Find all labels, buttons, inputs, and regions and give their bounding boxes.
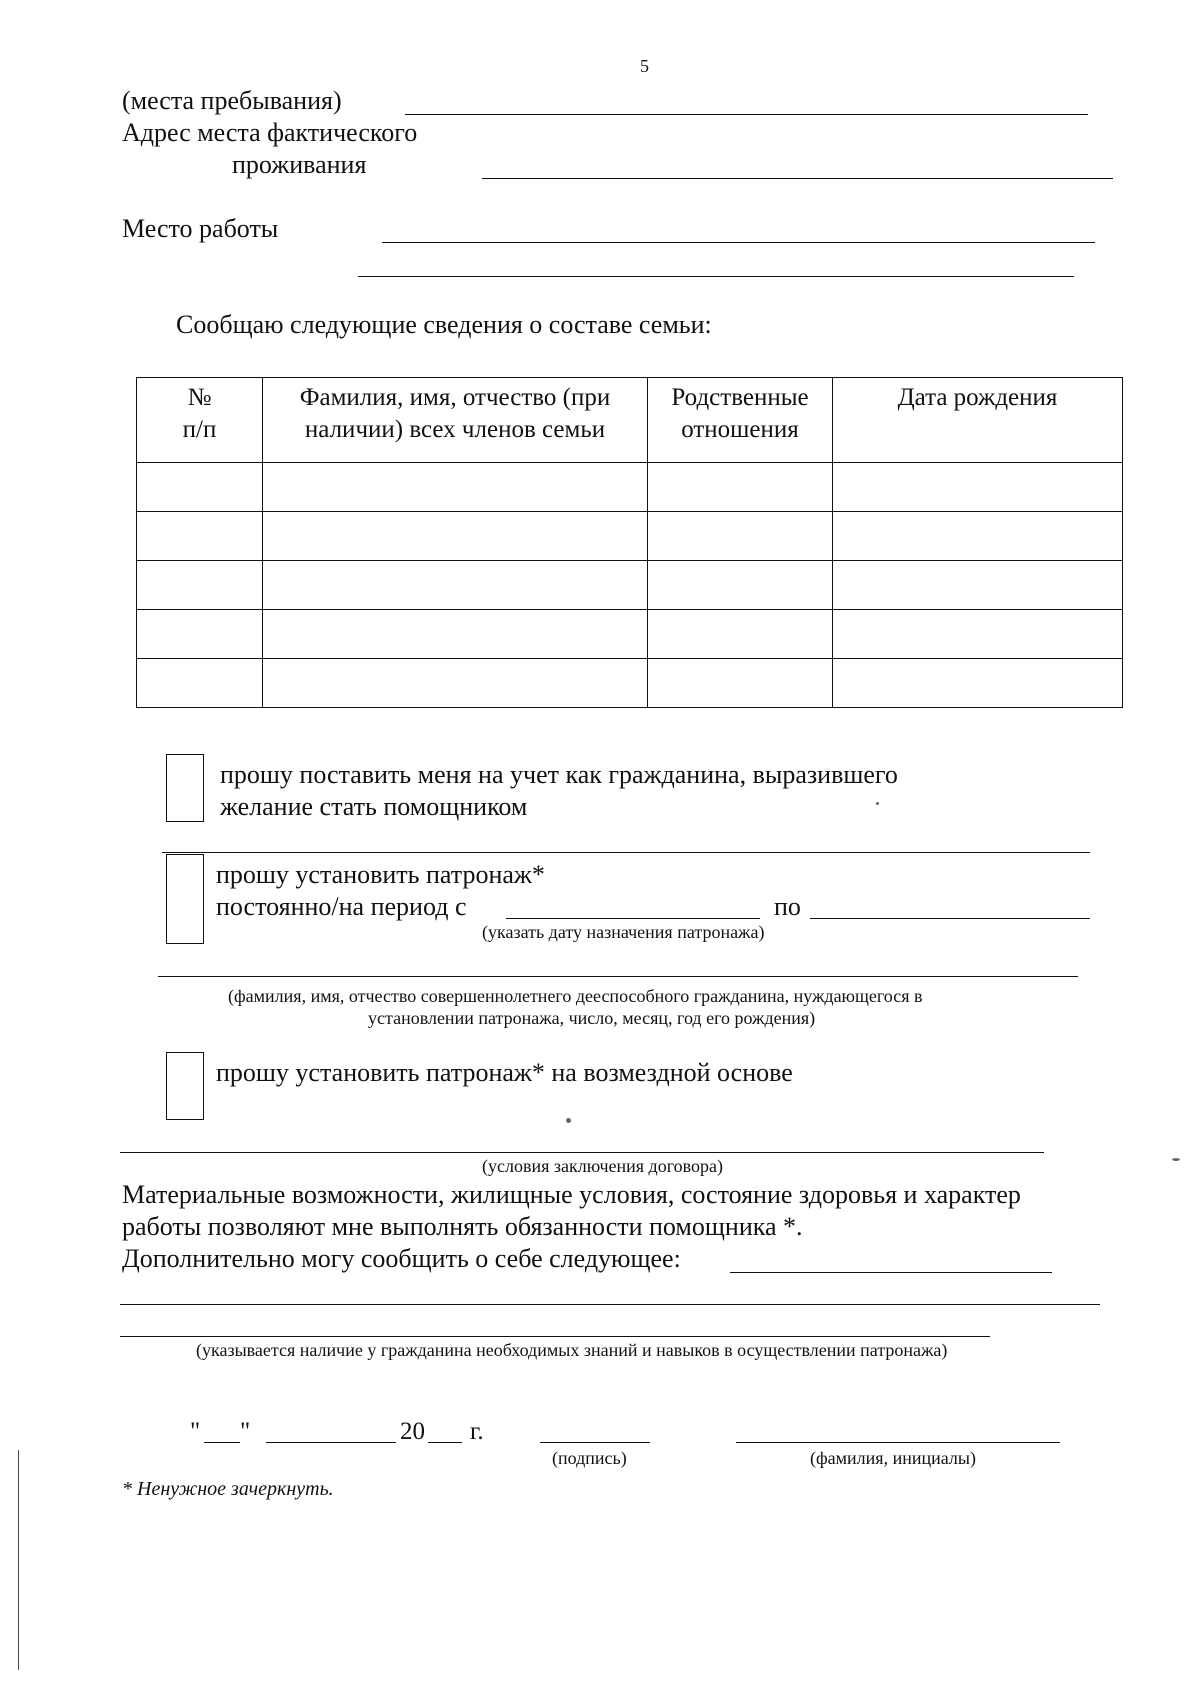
cell-dob[interactable] [833,561,1123,610]
declaration-line3: Дополнительно могу сообщить о себе следующее: [122,1244,681,1273]
name-initials-hint: (фамилия, инициалы) [810,1448,976,1468]
contract-line[interactable] [120,1152,1044,1153]
date-quote-close: " [240,1418,251,1445]
cell-name[interactable] [263,512,648,561]
month-line[interactable] [266,1442,396,1443]
header-num-line1: № [187,384,212,411]
footnote: * Ненужное зачеркнуть. [122,1478,334,1500]
work-line-1[interactable] [382,242,1095,243]
cell-name[interactable] [263,659,648,708]
header-num [137,378,263,463]
declaration-line2: работы позволяют мне выполнять обязанности помощника *. [122,1212,803,1241]
cell-name[interactable] [263,610,648,659]
option1-text-line2: желание стать помощником [220,792,528,821]
cell-dob[interactable] [833,610,1123,659]
header-rel-line1: Родственные [671,384,809,411]
year-prefix: 20 [400,1418,425,1445]
header-name [263,378,648,463]
day-line[interactable] [204,1442,240,1443]
name-initials-line[interactable] [736,1442,1060,1443]
family-table [136,377,1123,708]
scan-speck [1172,1158,1180,1161]
cell-dob[interactable] [833,659,1123,708]
option3-text: прошу установить патронаж* на возмездной основе [216,1058,793,1087]
cell-dob[interactable] [833,463,1123,512]
header-dob-text: Дата рождения [897,384,1058,411]
period-from-line[interactable] [506,918,760,919]
table-row [137,659,1123,708]
checkbox-paid-patronage[interactable] [166,1052,204,1120]
person-line[interactable] [158,976,1078,977]
cell-relation[interactable] [648,463,833,512]
scan-margin-line [18,1450,19,1670]
page-number: 5 [640,56,649,76]
family-intro: Сообщаю следующие сведения о составе семьи: [176,310,712,339]
additional-info-line-3[interactable] [120,1336,990,1337]
table-row [137,463,1123,512]
cell-name[interactable] [263,561,648,610]
actual-address-label-1: Адрес места фактического [122,118,418,147]
header-name-line1: Фамилия, имя, отчество (при [299,384,611,411]
scan-speck [566,1118,571,1123]
cell-dob[interactable] [833,512,1123,561]
family-table-header [137,378,1123,463]
table-row [137,512,1123,561]
header-name-line2: наличии) всех членов семьи [304,416,606,443]
cell-num[interactable] [137,659,263,708]
option1-separator [162,852,1090,853]
header-dob [833,378,1123,463]
date-quote-open: " [190,1418,201,1445]
work-line-2[interactable] [358,276,1074,277]
header-relation [648,378,833,463]
signature-line[interactable] [540,1442,650,1443]
header-rel-line2: отношения [681,416,799,443]
checkbox-register-as-helper[interactable] [166,754,204,822]
year-suffix: г. [470,1418,484,1445]
skills-hint: (указывается наличие у гражданина необходимых знаний и навыков в осуществлении патронажа) [196,1340,948,1360]
cell-relation[interactable] [648,561,833,610]
cell-relation[interactable] [648,512,833,561]
cell-name[interactable] [263,463,648,512]
contract-hint: (условия заключения договора) [482,1156,724,1176]
option2-text-line1: прошу установить патронаж* [216,860,545,889]
checkbox-set-patronage[interactable] [166,854,204,944]
scan-speck [876,802,879,805]
cell-num[interactable] [137,610,263,659]
actual-address-label-2: проживания [232,150,367,179]
option2-period-po: по [774,892,801,921]
period-to-line[interactable] [810,918,1090,919]
cell-num[interactable] [137,561,263,610]
date-hint: (указать дату назначения патронажа) [482,922,765,942]
year-line[interactable] [428,1442,462,1443]
cell-relation[interactable] [648,610,833,659]
additional-info-line-1[interactable] [730,1272,1052,1273]
stay-address-line[interactable] [405,114,1088,115]
table-row [137,561,1123,610]
actual-address-line[interactable] [482,178,1113,179]
declaration-line1: Материальные возможности, жилищные условия, состояние здоровья и характер [122,1180,1021,1209]
work-label: Место работы [122,214,279,243]
person-hint-line2: установлении патронажа, число, месяц, год его рождения) [368,1008,816,1028]
header-num-line2: п/п [182,416,217,443]
cell-relation[interactable] [648,659,833,708]
additional-info-line-2[interactable] [120,1304,1100,1305]
option2-period-prefix: постоянно/на период с [216,892,467,921]
stay-address-label: (места пребывания) [122,86,342,115]
cell-num[interactable] [137,512,263,561]
table-row [137,610,1123,659]
person-hint-line1: (фамилия, имя, отчество совершеннолетнего дееспособного гражданина, нуждающегося в [228,986,923,1006]
signature-hint: (подпись) [552,1448,627,1468]
option1-text-line1: прошу поставить меня на учет как гражданина, выразившего [220,760,898,789]
cell-num[interactable] [137,463,263,512]
